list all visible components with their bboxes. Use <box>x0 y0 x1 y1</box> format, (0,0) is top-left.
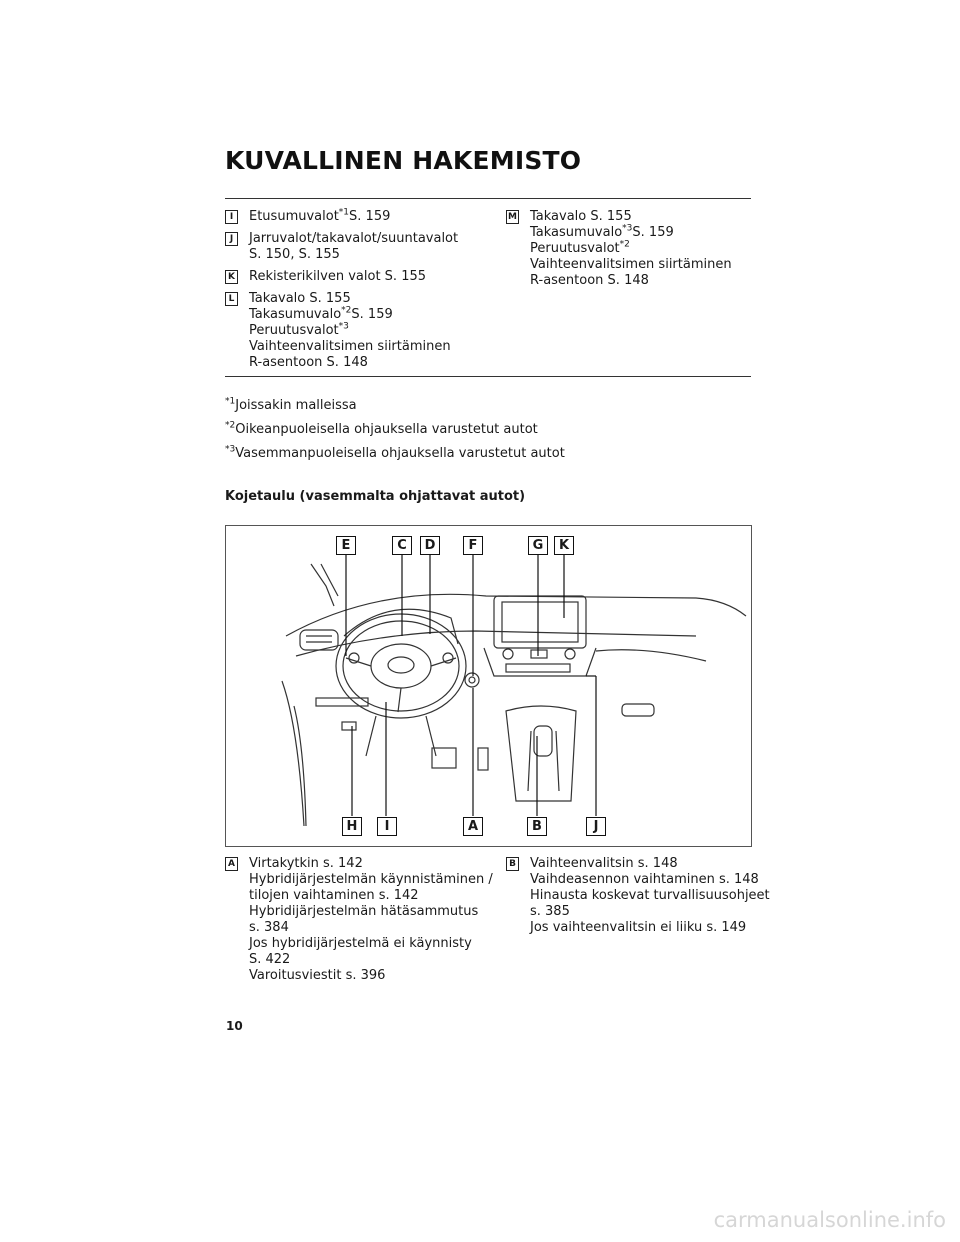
letter-badge: K <box>225 270 238 284</box>
footnotes <box>225 398 565 470</box>
footnote: $^{*3}$Vasemmanpuoleisella ohjauksella varustetut autot <box>225 444 565 461</box>
footnote: $^{*2}$Oikeanpuoleisella ohjauksella varustetut autot <box>225 420 538 437</box>
section-divider <box>225 376 751 377</box>
callout-label-b: B <box>527 817 547 836</box>
item-k: K Rekisterikilven valot S. 155 <box>225 269 485 285</box>
item-l: L Takavalo S. 155 Takasumuvalo$^{*2}$S. 159 Peruutusvalot$^{*3}$ Vaihteenvalitsimen siirtäminen R-asentoon S. 148 <box>225 291 485 371</box>
letter-badge: M <box>506 210 519 224</box>
callout-lines <box>226 526 751 846</box>
letter-badge: B <box>506 857 519 871</box>
callout-label-f: F <box>463 536 483 555</box>
section-title: Kojetaulu (vasemmalta ohjattavat autot) <box>225 489 526 504</box>
item-b: B Vaihteenvalitsin s. 148 Vaihdeasennon vaihtaminen s. 148 Hinausta koskevat turvallisuusohjeet s. 385 Jos vaihteenvalitsin ei liiku s. 149 <box>506 856 754 936</box>
left-item-list <box>225 209 485 377</box>
top-divider <box>225 198 751 199</box>
bottom-left-list <box>225 856 495 990</box>
callout-label-i: I <box>377 817 397 836</box>
callout-label-e: E <box>336 536 356 555</box>
watermark-footer: carmanualsonline.info <box>713 1208 946 1232</box>
callout-label-h: H <box>342 817 362 836</box>
letter-badge: L <box>225 292 238 306</box>
callout-label-j: J <box>586 817 606 836</box>
letter-badge: J <box>225 232 238 246</box>
right-item-list <box>506 209 746 295</box>
callout-label-c: C <box>392 536 412 555</box>
callout-label-g: G <box>528 536 548 555</box>
page-title: KUVALLINEN HAKEMISTO <box>225 146 582 175</box>
page-number: 10 <box>226 1019 243 1033</box>
item-m: M Takavalo S. 155 Takasumuvalo$^{*3}$S. 159 Peruutusvalot$^{*2}$ Vaihteenvalitsimen siirtäminen R-asentoon S. 148 <box>506 209 746 289</box>
item-i: I Etusumuvalot$^{*1}$S. 159 <box>225 209 485 225</box>
bottom-right-list <box>506 856 770 942</box>
footnote: $^{*1}$Joissakin malleissa <box>225 396 357 413</box>
callout-label-d: D <box>420 536 440 555</box>
callout-label-a: A <box>463 817 483 836</box>
item-a: A Virtakytkin s. 142 Hybridijärjestelmän käynnistäminen / tilojen vaihtaminen s. 142 Hybridijärjestelmän hätäsammutus s. 384 Jos hybridijärjestelmä ei käynnisty S. 422 Varoitusviestit s. 396 <box>225 856 495 984</box>
dashboard-figure <box>225 525 752 847</box>
callout-label-k: K <box>554 536 574 555</box>
item-j: J Jarruvalot/takavalot/suuntavalot S. 150, S. 155 <box>225 231 485 263</box>
letter-badge: I <box>225 210 238 224</box>
letter-badge: A <box>225 857 238 871</box>
